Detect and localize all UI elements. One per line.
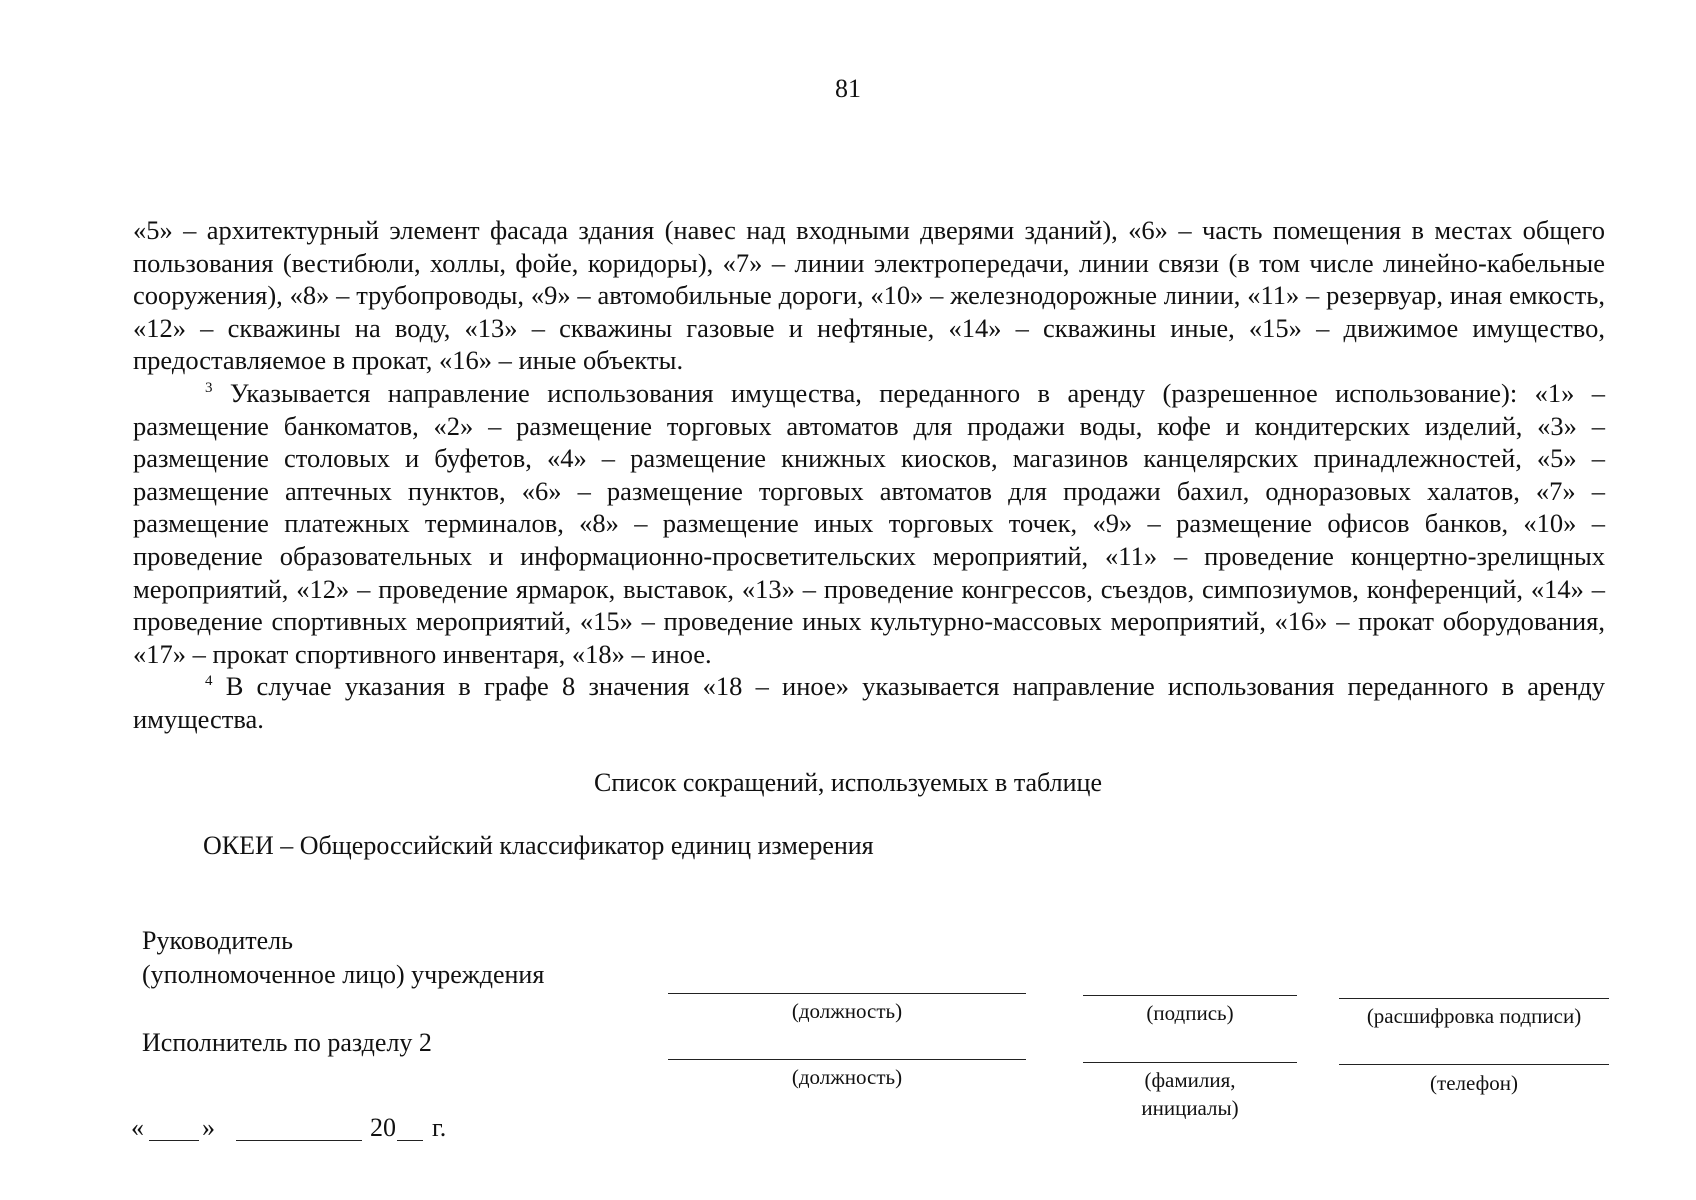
- footnote-4: [133, 670, 1605, 735]
- abbreviation-item: ОКЕИ – Общероссийский классификатор единиц измерения: [203, 831, 874, 860]
- head-name-line: [1339, 998, 1609, 999]
- date-day-blank: [149, 1140, 199, 1141]
- date-year-prefix: 20: [370, 1113, 396, 1142]
- executor-name-caption: (фамилия, инициалы): [1141, 1068, 1239, 1120]
- date-close-quote: »: [202, 1113, 215, 1142]
- head-name-caption: (расшифровка подписи): [1366, 1004, 1582, 1028]
- executor-label: Исполнитель по разделу 2: [142, 1028, 432, 1057]
- footnote-3-text: Указывается направление использования имущества, переданного в аренду (разрешенное использование): «1» – размещение банкоматов, «2» – размещение торговых автоматов для продажи воды, кофе и кондитерских изделий, «3» – размещение столовых и буфетов, «4» – размещение книжных киосков, магазинов канцелярских принадлежностей, «5» – размещение аптечных пунктов, «6» – размещение торговых автоматов для продажи бахил, одноразовых халатов, «7» – размещение платежных терминалов, «8» – размещение иных торговых точек, «9» – размещение офисов банков, «10» – проведение образовательных и информационно-просветительских мероприятий, «11» – проведение концертно-зрелищных мероприятий, «12» – проведение ярмарок, выставок, «13» – проведение конгрессов, съездов, симпозиумов, конференций, «14» – проведение спортивных мероприятий, «15» – проведение иных культурно-массовых мероприятий, «16» – прокат оборудования, «17» – прокат спортивного инвентаря, «18» – иное.: [133, 377, 1605, 669]
- footnote-3-marker: 3: [205, 379, 213, 396]
- executor-name-line: [1083, 1062, 1297, 1063]
- page-number: 81: [835, 74, 861, 103]
- head-label-line2: (уполномоченное лицо) учреждения: [142, 960, 545, 989]
- date-year-blank: [397, 1140, 423, 1141]
- footnote-4-marker: 4: [205, 673, 213, 690]
- executor-phone-caption: (телефон): [1430, 1071, 1518, 1095]
- head-signature-caption: (подпись): [1146, 1001, 1234, 1025]
- footnote-3: [133, 377, 1605, 670]
- date-month-blank: [236, 1140, 362, 1141]
- head-signature-line: [1083, 995, 1297, 996]
- date-open-quote: «: [131, 1113, 144, 1142]
- date-year-suffix: г.: [432, 1113, 447, 1142]
- footnotes-block: [133, 214, 1605, 736]
- head-label-line1: Руководитель: [142, 926, 293, 955]
- head-label: [142, 924, 544, 992]
- executor-position-caption: (должность): [791, 1065, 903, 1089]
- executor-phone-line: [1339, 1064, 1609, 1065]
- executor-position-line: [668, 1059, 1026, 1060]
- abbreviations-title: Список сокращений, используемых в таблице: [594, 768, 1102, 797]
- head-position-caption: (должность): [791, 999, 903, 1023]
- head-position-line: [668, 993, 1026, 994]
- footnote-2-continuation: «5» – архитектурный элемент фасада здания (навес над входными дверями зданий), «6» – часть помещения в местах общего пользования (вестибюли, холлы, фойе, коридоры), «7» – линии электропередачи, линии связи (в том числе линейно-кабельные сооружения), «8» – трубопроводы, «9» – автомобильные дороги, «10» – железнодорожные линии, «11» – резервуар, иная емкость, «12» – скважины на воду, «13» – скважины газовые и нефтяные, «14» – скважины иные, «15» – движимое имущество, предоставляемое в прокат, «16» – иные объекты.: [133, 215, 1605, 376]
- footnote-4-text: В случае указания в графе 8 значения «18 – иное» указывается направление использования переданного в аренду имущества.: [133, 671, 1605, 734]
